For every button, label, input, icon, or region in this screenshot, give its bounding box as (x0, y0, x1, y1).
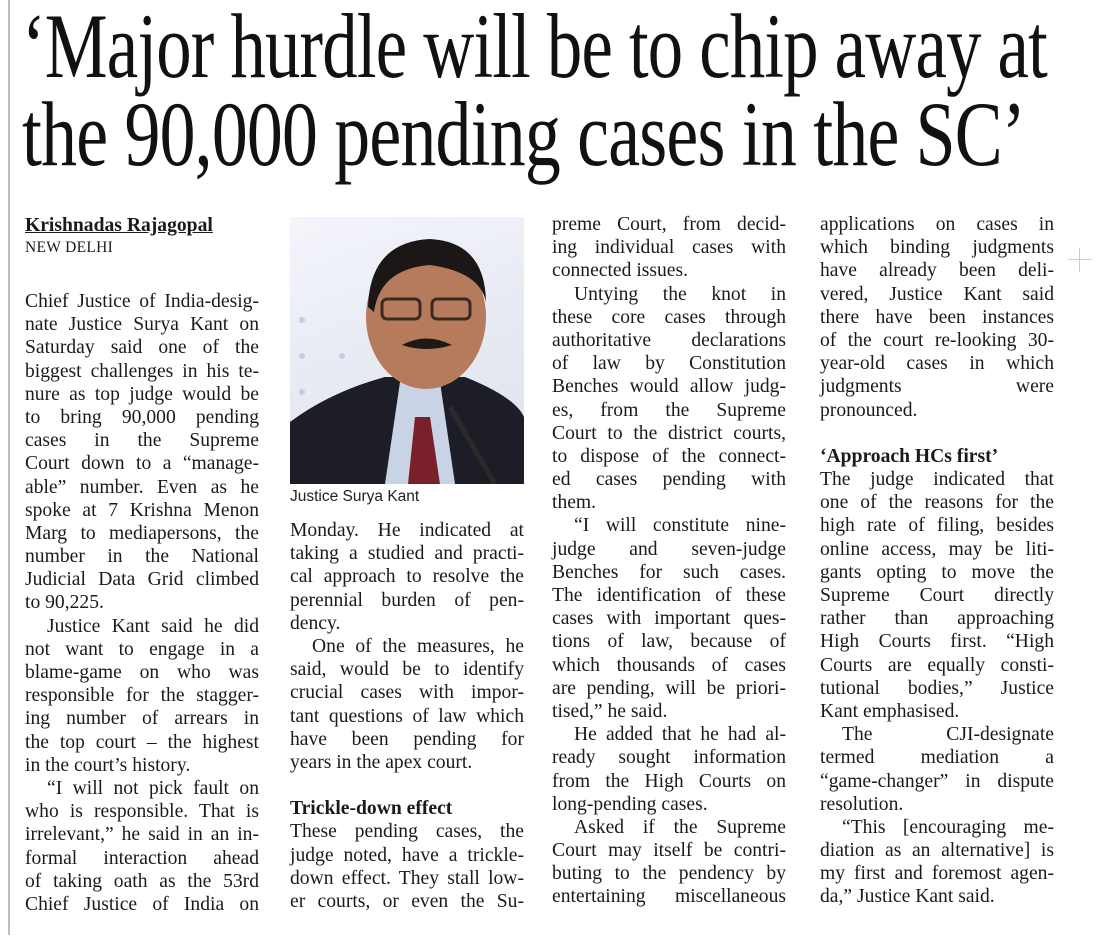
text-line: online access, may be liti- (820, 538, 1054, 560)
text-line: Kant emphasised. (820, 700, 960, 722)
section-subheading: Trickle-down effect (290, 798, 453, 820)
text-line: who is responsible. That is (25, 801, 259, 823)
text-line: tutional bodies,” Justice (820, 677, 1054, 699)
article-column-3 (552, 213, 786, 909)
text-line: resolution. (820, 793, 904, 815)
text-line: nate Justice Surya Kant on (25, 314, 259, 336)
headline (22, 0, 1116, 185)
text-line: them. (552, 492, 597, 514)
text-line: These pending cases, the (290, 821, 524, 843)
text-line: are pending, will be priori- (552, 677, 786, 699)
text-line: have been pending for (290, 728, 524, 750)
text-line: to bring 90,000 pending (25, 406, 259, 428)
text-line: taking a studied and practi- (290, 543, 524, 565)
article-paragraph (820, 816, 1054, 909)
text-line: High Courts first. “High (820, 631, 1054, 653)
photo-justice-surya-kant (290, 217, 524, 484)
author-byline[interactable]: Krishnadas Rajagopal (25, 215, 213, 236)
text-line: gants opting to move the (820, 561, 1054, 583)
byline-block (25, 214, 259, 259)
text-line: years in the apex court. (290, 751, 473, 773)
text-line: to dispose of the connect- (552, 445, 786, 467)
text-line: crucial cases with impor- (290, 682, 524, 704)
text-line: termed mediation a (820, 747, 1054, 769)
text-line: Monday. He indicated at (290, 520, 524, 541)
headline-line-1: ‘Major hurdle will be to chip away at (22, 0, 1047, 97)
article-paragraph (820, 468, 1054, 723)
section-subheading: ‘Approach HCs first’ (820, 445, 999, 467)
text-line: pronounced. (820, 399, 918, 421)
text-line: buting to the pendency by (552, 863, 786, 885)
text-line: Chief Justice of India-desig- (25, 291, 259, 312)
text-line: of taking oath as the 53rd (25, 870, 259, 892)
text-line: the top court – the highest (25, 731, 259, 753)
text-line: da,” Justice Kant said. (820, 886, 995, 908)
text-line: spoke at 7 Krishna Menon (25, 499, 259, 521)
text-line: judgments were (820, 376, 1054, 398)
article-column-1 (25, 290, 259, 916)
text-line: perennial burden of pen- (290, 589, 524, 611)
text-line: of the court re-looking 30- (820, 329, 1054, 351)
text-line: Justice Kant said he did (47, 615, 259, 637)
text-line: entertaining miscellaneous (552, 886, 786, 908)
text-line: which thousands of cases (552, 654, 786, 676)
text-line: Benches for such cases. (552, 561, 786, 583)
text-line: in the court’s history. (25, 754, 191, 776)
paragraph-spacer (820, 422, 1054, 445)
text-line: cases with important ques- (552, 608, 786, 630)
dateline: NEW DELHI (25, 239, 114, 256)
text-line: vered, Justice Kant said (820, 283, 1054, 305)
article-column-4 (820, 213, 1054, 909)
text-line: ing individual cases with (552, 237, 786, 259)
text-line: not want to engage in a (25, 638, 259, 660)
article-paragraph (552, 213, 786, 283)
text-line: responsible for the stagger- (25, 685, 259, 707)
article-paragraph (552, 723, 786, 816)
text-line: cal approach to resolve the (290, 566, 524, 588)
text-line: “This [encouraging me- (842, 816, 1054, 838)
text-line: high rate of filing, besides (820, 515, 1054, 537)
text-line: Court may itself be contri- (552, 840, 786, 862)
text-line: my first and foremost agen- (820, 863, 1054, 885)
article-paragraph (552, 514, 786, 723)
text-line: Benches would allow judg- (552, 376, 786, 398)
text-line: authoritative declarations (552, 329, 786, 351)
text-line: nure as top judge would be (25, 383, 259, 405)
article-paragraph (552, 816, 786, 909)
text-line: dency. (290, 612, 341, 634)
text-line: able” number. Even as he (25, 476, 259, 498)
column-rule (8, 0, 10, 935)
text-line: Asked if the Supreme (574, 816, 786, 838)
text-line: irrelevant,” he said in an in- (25, 824, 259, 846)
text-line: ing number of arrears in (25, 708, 259, 730)
text-line: Supreme Court directly (820, 585, 1054, 607)
text-line: down effect. They stall low- (290, 867, 524, 889)
text-line: Judicial Data Grid climbed (25, 569, 259, 591)
text-line: these core cases through (552, 306, 786, 328)
article-paragraph (25, 777, 259, 916)
text-line: He added that he had al- (574, 724, 786, 746)
text-line: formal interaction ahead (25, 847, 259, 869)
text-line: year-old cases in which (820, 353, 1054, 375)
text-line: cases in the Supreme (25, 430, 259, 452)
text-line: es, from the Supreme (552, 399, 786, 421)
article-paragraph (820, 213, 1054, 422)
text-line: long-pending cases. (552, 793, 708, 815)
text-line: ed cases pending with (552, 469, 786, 491)
text-line: preme Court, from decid- (552, 214, 786, 235)
text-line: applications on cases in (820, 214, 1054, 235)
photo-caption: Justice Surya Kant (290, 488, 420, 505)
text-line: number in the National (25, 546, 259, 568)
text-line: “game-changer” in dispute (820, 770, 1054, 792)
text-line: diation as an alternative] is (820, 840, 1054, 862)
text-line: Marg to mediapersons, the (25, 522, 259, 544)
crosshair-mark-icon (1068, 248, 1092, 272)
text-line: “I will not pick fault on (47, 777, 259, 799)
text-line: The judge indicated that (820, 469, 1054, 491)
text-line: er courts, or even the Su- (290, 891, 524, 913)
text-line: The CJI-designate (842, 724, 1054, 746)
text-line: The identification of these (552, 585, 786, 606)
article-paragraph (25, 615, 259, 777)
article-paragraph (552, 283, 786, 515)
headline-line-2: the 90,000 pending cases in the SC’ (22, 83, 1025, 185)
portrait-illustration (290, 217, 524, 484)
text-line: rather than approaching (820, 608, 1054, 630)
text-line: which binding judgments (820, 237, 1054, 259)
text-line: connected issues. (552, 260, 689, 282)
text-line: ready sought information (552, 747, 786, 769)
text-line: judge noted, have a trickle- (290, 844, 524, 866)
text-line: said, would be to identify (290, 659, 524, 681)
article-paragraph (290, 635, 524, 774)
article-paragraph (290, 820, 524, 913)
article-paragraph (290, 519, 524, 635)
text-line: Untying the knot in (574, 283, 786, 305)
text-line: tised,” he said. (552, 700, 668, 722)
text-line: blame-game on who was (25, 662, 259, 683)
text-line: judge and seven-judge (552, 538, 786, 560)
text-line: there have been instances (820, 306, 1054, 328)
paragraph-spacer (290, 774, 524, 797)
text-line: from the High Courts on (552, 770, 786, 792)
text-line: tant questions of law which (290, 705, 524, 727)
text-line: Court down to a “manage- (25, 453, 259, 475)
article-paragraph (820, 723, 1054, 816)
text-line: one of the reasons for the (820, 492, 1054, 514)
text-line: Chief Justice of India on (25, 893, 259, 915)
text-line: Courts are equally consti- (820, 654, 1054, 676)
text-line: biggest challenges in his te- (25, 360, 259, 382)
article-column-2 (290, 519, 524, 913)
text-line: to 90,225. (25, 592, 104, 614)
text-line: Saturday said one of the (25, 337, 259, 359)
text-line: One of the measures, he (312, 635, 524, 657)
text-line: Court to the district courts, (552, 422, 786, 444)
text-line: have already been deli- (820, 260, 1054, 282)
text-line: of law by Constitution (552, 353, 786, 375)
text-line: “I will constitute nine- (574, 515, 786, 537)
text-line: tions of law, because of (552, 631, 786, 653)
article-paragraph (25, 290, 259, 615)
